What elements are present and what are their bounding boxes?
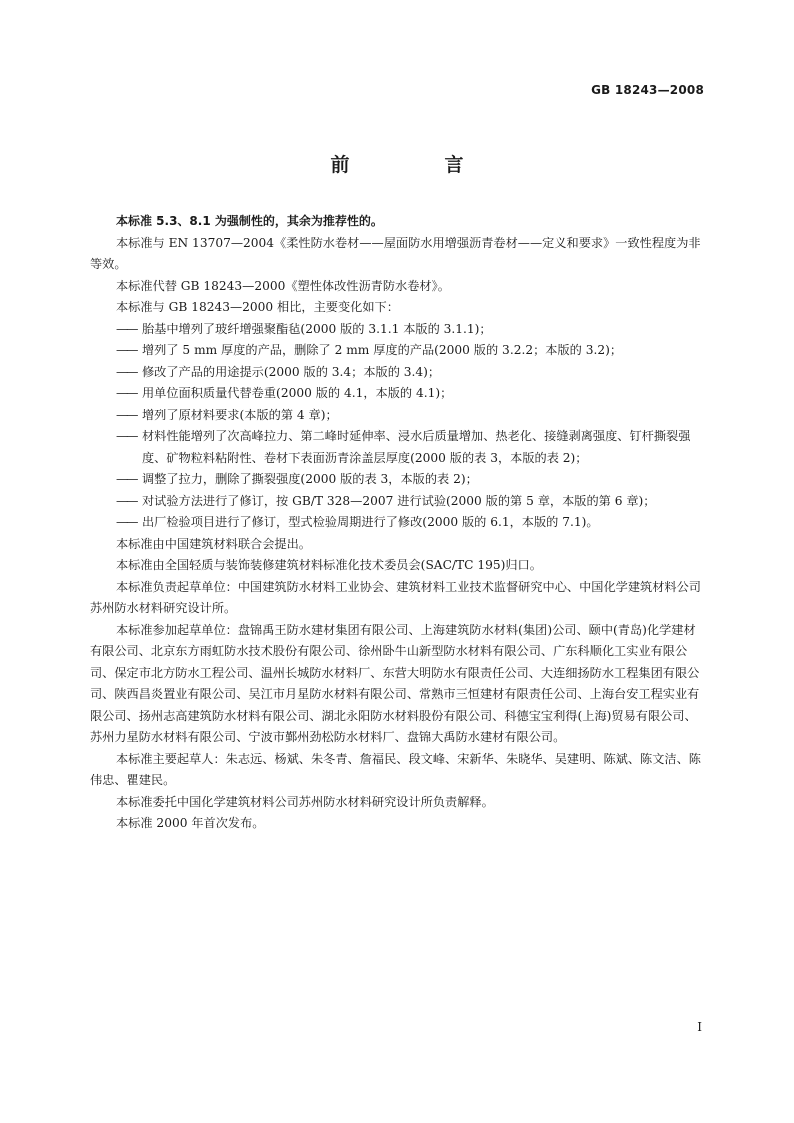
equivalence-paragraph: 本标准与 EN 13707—2004《柔性防水卷材——屋面防水用增强沥青卷材——定义和要求》一致性程度为非等效。 (90, 235, 701, 271)
dash-marker: —— (116, 515, 137, 529)
list-item (90, 362, 706, 384)
list-item (90, 319, 706, 341)
list-item (90, 469, 706, 491)
list-item-text: 对试验方法进行了修订，按 GB/T 328—2007 进行试验(2000 版的第 5 章，本版的第 6 章)； (142, 493, 656, 508)
list-item (90, 383, 706, 405)
page-title: 前 言 (330, 154, 502, 176)
list-item-text: 修改了产品的用途提示(2000 版的 3.4；本版的 3.4)； (142, 364, 441, 379)
list-item (90, 512, 706, 534)
dash-marker: —— (116, 493, 137, 508)
proposer-paragraph: 本标准由中国建筑材料联合会提出。 (116, 536, 311, 551)
document-body (90, 211, 706, 835)
dash-marker: —— (116, 364, 137, 379)
committee-paragraph: 本标准由全国轻质与装饰装修建筑材料标准化技术委员会(SAC/TC 195)归口。 (116, 558, 542, 572)
changes-list (90, 319, 706, 534)
list-item (90, 426, 706, 469)
list-item-text: 胎基中增列了玻纤增强聚酯毡(2000 版的 3.1.1 本版的 3.1.1)； (142, 321, 492, 336)
dash-marker: —— (116, 386, 137, 400)
mandatory-clause-paragraph: 本标准 5.3、8.1 为强制性的，其余为推荐性的。 (116, 214, 383, 228)
standard-code: GB 18243—2008 (591, 83, 704, 97)
first-release-paragraph: 本标准 2000 年首次发布。 (116, 816, 265, 830)
dash-marker: —— (116, 321, 137, 336)
list-item (90, 405, 706, 427)
lead-drafter-paragraph: 本标准负责起草单位：中国建筑防水材料工业协会、建筑材料工业技术监督研究中心、中国化学建筑材料公司苏州防水材料研究设计所。 (90, 579, 701, 615)
replacement-paragraph: 本标准代替 GB 18243—2000《塑性体改性沥青防水卷材》。 (116, 278, 450, 293)
list-item-text: 增列了 5 mm 厚度的产品，删除了 2 mm 厚度的产品(2000 版的 3.2.2；本版的 3.2)； (142, 343, 623, 357)
participating-drafters-paragraph: 本标准参加起草单位：盘锦禹王防水建材集团有限公司、上海建筑防水材料(集团)公司、颐中(青岛)化学建材有限公司、北京东方雨虹防水技术股份有限公司、徐州卧牛山新型防水材料有限公司、广东科顺化工实业有限公司、保定市北方防水工程公司、温州长城防水材料厂、东营大明防水有限责任公司、大连细扬防水工程集团有限公司、陕西昌炎置业有限公司、吴江市月星防水材料有限公司、常熟市三恒建材有限责任公司、上海台安工程实业有限公司、扬州志高建筑防水材料有限公司、湖北永阳防水材料股份有限公司、科德宝宝利得(上海)贸易有限公司、苏州力星防水材料有限公司、宁波市鄞州劲松防水材料厂、盘锦大禹防水建材有限公司。 (90, 622, 700, 744)
dash-marker: —— (116, 407, 137, 422)
list-item-text: 增列了原材料要求(本版的第 4 章)； (142, 407, 338, 422)
main-drafters-paragraph: 本标准主要起草人：朱志远、杨斌、朱冬青、詹福民、段文峰、宋新华、朱晓华、吴建明、陈斌、陈文洁、陈伟忠、瞿建民。 (90, 751, 701, 787)
list-item-text: 出厂检验项目进行了修订，型式检验周期进行了修改(2000 版的 6.1，本版的 7.1)。 (142, 515, 599, 529)
interpretation-paragraph: 本标准委托中国化学建筑材料公司苏州防水材料研究设计所负责解释。 (116, 794, 494, 809)
dash-marker: —— (116, 429, 137, 443)
list-item-text: 用单位面积质量代替卷重(2000 版的 4.1，本版的 4.1)； (142, 386, 453, 400)
page-number: I (697, 1020, 702, 1034)
list-item-text: 调整了拉力，删除了撕裂强度(2000 版的表 3，本版的表 2)； (142, 472, 478, 486)
list-item-text: 材料性能增列了次高峰拉力、第二峰时延伸率、浸水后质量增加、热老化、接缝剥离强度、钉杆撕裂强度、矿物粒料粘附性、卷材下表面沥青涂盖层厚度(2000 版的表 3，本版的表 2)； (142, 429, 691, 465)
list-item (90, 491, 706, 513)
dash-marker: —— (116, 343, 137, 357)
list-item (90, 340, 706, 362)
dash-marker: —— (116, 472, 137, 486)
changes-intro-paragraph: 本标准与 GB 18243—2000 相比，主要变化如下： (116, 300, 399, 314)
